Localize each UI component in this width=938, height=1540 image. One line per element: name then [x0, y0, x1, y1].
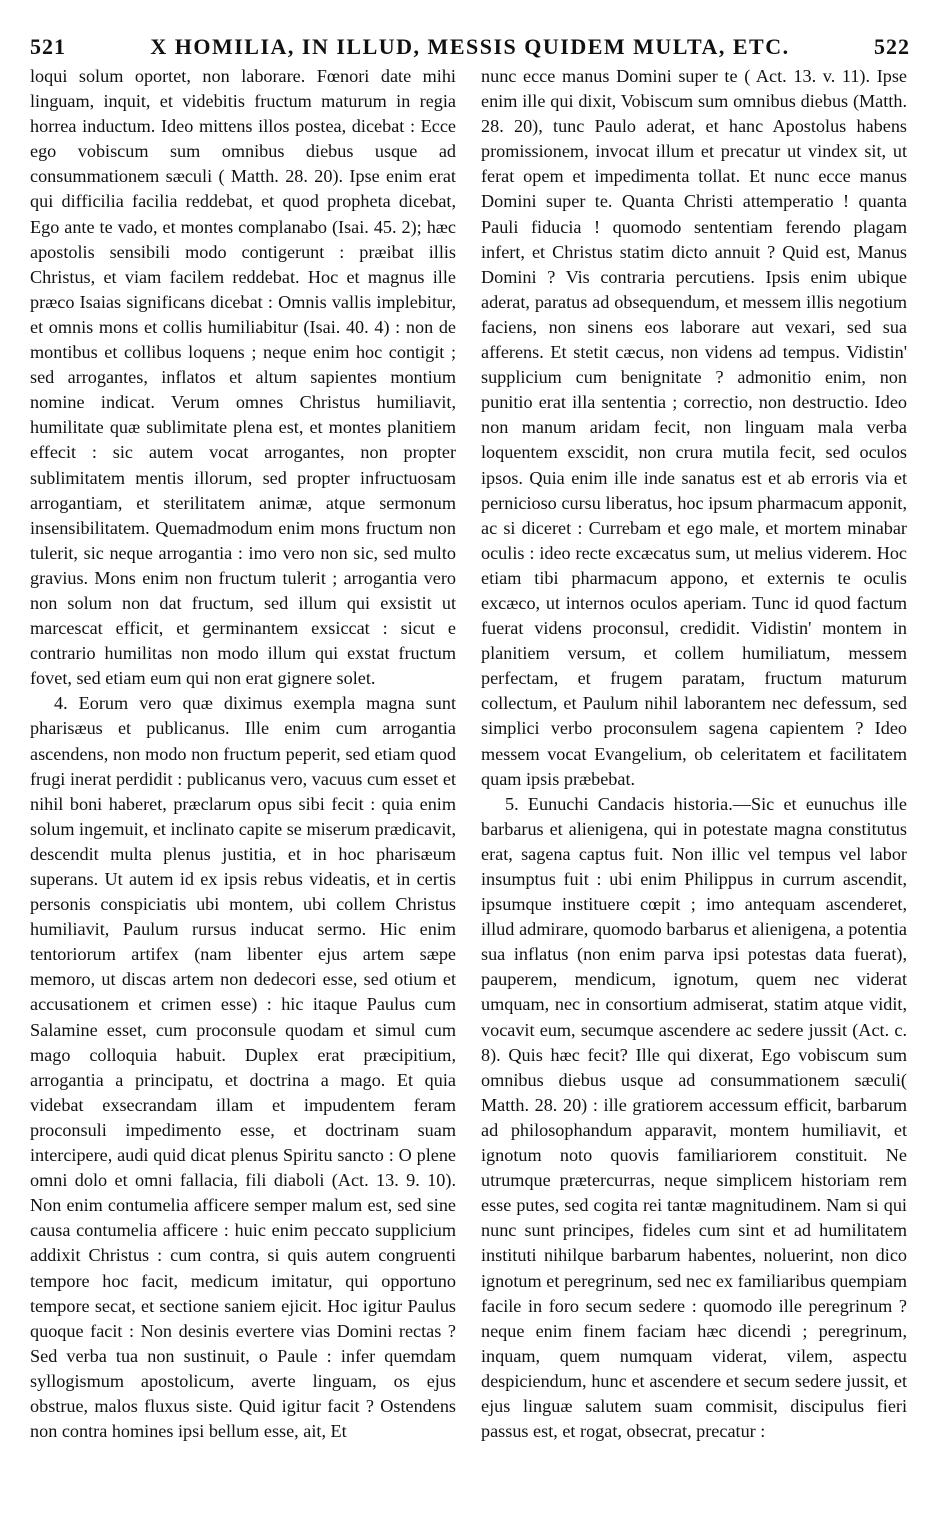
page-number-left: 521 — [30, 34, 66, 59]
running-title: X HOMILIA, IN ILLUD, MESSIS QUIDEM MULTA, ETC. — [150, 34, 790, 59]
paragraph: loqui solum oportet, non laborare. Fœnori date mihi linguam, inquit, et videbitis fructum maturum in regia horrea inductum. Ideo mittens illos postea, dicebat : Ecce ego vobiscum sum omnibus diebus usque ad consummationem sæculi ( Matth. 28. 20). Ipse enim erat qui difficilia facilia reddebat, et quod propheta dicebat, Ego ante te vado, et montes complanabo (Isai. 45. 2); hæc apostolis sensibili modo contigerunt : præibat illis Christus, et viam facilem reddebat. Hoc et magnus ille præco Isaias significans dicebat : Omnis vallis implebitur, et omnis mons et collis humiliabitur (Isai. 40. 4) : non de montibus et collibus loquens ; neque enim hoc contigit ; sed arrogantes, inflatos et altum sapientes montium nomine indicat. Verum omnes Christus humiliavit, humilitate quæ sublimitate plena est, et montes planitiem effecit : sic autem vocat arrogantes, non propter sublimitatem mentis illorum, sed propter infructuosam arrogantiam, et sterilitatem animæ, atque sermonum insensibilitatem. Quemadmodum enim mons fructum non tulerit, sic neque arrogantia : imo vero non sic, sed multo gravius. Mons enim non fructum tulerit ; arrogantia vero non solum non dat fructum, sed illum qui exsistit ut marcescat efficit, et germinantem exsiccat : sicut e contrario humilitas non modo illum qui exstat fructum fovet, sed etiam eum qui non erat gignere solet. — [30, 66, 456, 689]
right-column — [481, 64, 907, 1530]
running-header — [30, 30, 910, 64]
paragraph: 4. Eorum vero quæ diximus exempla magna sunt pharisæus et publicanus. Ille enim cum arrogantia ascendens, non modo non fructum peperit, sed etiam quod frugi inerat perdidit : publicanus vero, vacuus cum esset et nihil boni haberet, præclarum opus sibi fecit : quia enim solum ingemuit, et inclinato capite se miserum prædicavit, descendit multa plenus justitia, et in hoc pharisæum superans. Ut autem id ex ipsis rebus videatis, et in certis personis conspiciatis ubi montem, ubi collem Christus humiliavit, Paulum rursus inducat sermo. Hic enim tentoriorum artifex (nam libenter ejus artem sæpe memoro, ut discas artem non dedecori esse, sed otium et accusationem et crimen esse) : hic itaque Paulus cum Salamine esset, cum proconsule quodam et simul cum mago colloquia habuit. Duplex erat præcipitium, arrogantia a principatu, et doctrina a mago. Et quia videbat exsecrandam illam et impudentem feram proconsuli impedimento esse, et doctrinam suam intercipere, audi quid dicat plenus Spiritu sancto : O plene omni dolo et omni fallacia, fili diaboli (Act. 13. 9. 10). Non enim contumelia afficere semper malum est, sed sine causa contumelia afficere : huic enim peccato supplicium addixit Christus : cum contra, si quis autem congruenti tempore hoc facit, medicum imitatur, qui opportuno tempore secat, et sectione saniem ejicit. Hoc igitur Paulus quoque facit : Non desinis evertere vias Domini rectas ? Sed verba tua non sustinuit, o Paule : infer quemdam syllogismum apostolicum, averte linguam, os ejus obstrue, malos fluxus siste. Quid igitur facit ? Ostendens non contra homines ipsi bellum esse, ait, Et — [30, 693, 456, 1442]
left-column — [30, 64, 456, 1530]
paragraph: 5. Eunuchi Candacis historia.—Sic et eunuchus ille barbarus et alienigena, qui in potestate magna constitutus erat, sagena captus fuit. Non illic vel tempus vel labor insumptus fuit : ubi enim Philippus in currum ascendit, ipsumque instituere cœpit ; imo antequam ascenderet, illud admirare, quomodo barbarus et alienigena, a potentia sua inflatus (non enim parva ipsi potestas data fuerat), pauperem, mendicum, ignotum, quem nec viderat umquam, nec in consortium admiserat, statim atque vidit, vocavit eum, secumque ascendere ac sedere jussit (Act. c. 8). Quis hæc fecit? Ille qui dixerat, Ego vobiscum sum omnibus diebus usque ad consummationem sæculi( Matth. 28. 20) : ille gratiorem accessum efficit, barbarum ad philosophandum apparavit, montem humiliavit, et ignotum noto quovis familiariorem constituit. Ne utrumque prætercurras, neque simplicem historiam rem esse putes, sed cogita rei tantæ magnitudinem. Nam si qui nunc sunt principes, fideles cum sint et ad humilitatem instituti nihilque barbarum habentes, noluerint, non dico ignotum et peregrinum, sed nec ex familiaribus quempiam facile in foro secum sedere : quomodo ille peregrinum ? neque enim finem faciam hæc dicendi ; peregrinum, inquam, quem numquam viderat, vilem, aspectu despiciendum, hunc et ascendere et secum sedere jussit, et ejus linguæ salutem suam commisit, discipulus fieri passus est, et rogat, obsecrat, precatur : — [481, 793, 907, 1442]
page-number-right: 522 — [873, 34, 910, 59]
paragraph: nunc ecce manus Domini super te ( Act. 13. v. 11). Ipse enim ille qui dixit, Vobiscum sum omnibus diebus (Matth. 28. 20), tunc Paulo aderat, et hanc Apostolus habens promissionem, invocat illum et precatur ut vindex sit, ut ferat opem et impedimenta tollat. Et nunc ecce manus Domini super te. Quanta Christi attemperatio ! quanta Pauli fiducia ! quomodo sententiam ferendo plagam infert, et Christus statim dicto annuit ? Quid est, Manus Domini ? Vis contraria percutiens. Ipsis enim ubique aderat, paratus ad obsequendum, et messem illis negotium faciens, non sinens eos laborare aut vexari, sed sua afferens. Et stetit cæcus, non videns ad tempus. Vidistin' supplicium cum benignitate ? admonitio enim, non punitio erat illa sententia ; correctio, non destructio. Ideo non manum aridam fecit, non linguam mala verba loquentem exscidit, non crura mutila fecit, sed oculos ipsos. Quia enim ille inde sanatus est et ab erroris via et pernicioso cursu liberatus, hoc ipsum pharmacum apponit, ac si diceret : Currebam et ego male, et mortem minabar oculis : ideo recte excæcatus sum, ut melius viderem. Hoc etiam tibi pharmacum appono, et externis te oculis excæco, ut internos oculos aperiam. Tunc id quod factum fuerat videns proconsul, credidit. Vidistin' montem in planitiem versum, et collem humiliatum, messem perfectam, et frugem paratam, fructum maturum collectum, et Paulum nihil laborantem nec defessum, sed simplici verbo proconsulem sagena capientem ? Ideo messem vocat Evangelium, ob celeritatem et facilitatem quam ipsis præbebat. — [481, 66, 907, 789]
